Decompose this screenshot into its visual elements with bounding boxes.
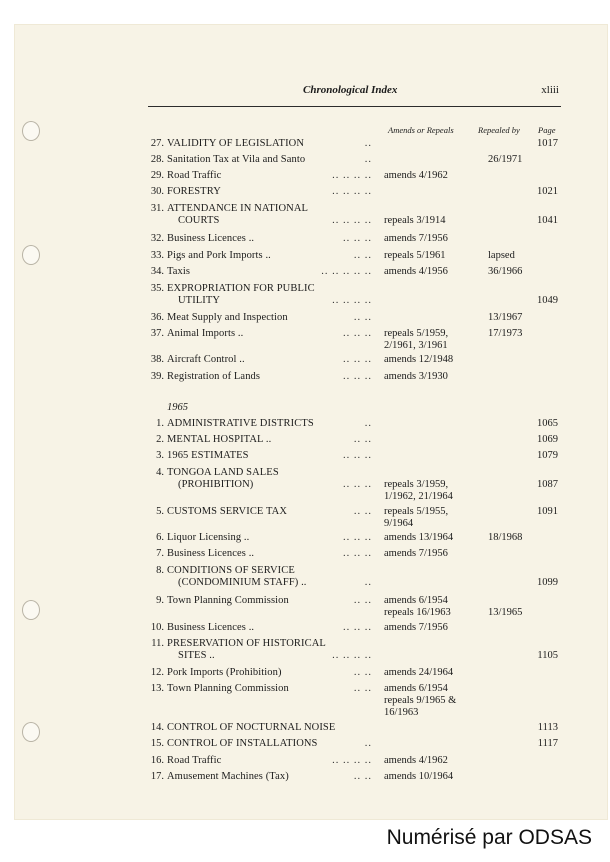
entry-number: 1.	[156, 418, 164, 429]
amends-or-repeals: amends 12/1948	[384, 354, 454, 365]
entry-title-continued: (PROHIBITION)	[178, 479, 254, 490]
leader-dots: .. .. .. ..	[332, 295, 372, 306]
leader-dots: ..	[364, 738, 372, 749]
entry-title: Aircraft Control ..	[167, 354, 245, 365]
entry-title: Pigs and Pork Imports ..	[167, 250, 271, 261]
entry-title: TONGOA LAND SALES	[167, 467, 279, 478]
amends-or-repeals: amends 7/1956	[384, 233, 448, 244]
page-number: 1105	[537, 650, 558, 661]
entry-number: 27.	[150, 138, 164, 149]
amends-or-repeals-continued: repeals 16/1963	[384, 607, 451, 618]
entry-title-continued: UTILITY	[178, 295, 221, 306]
entry-title: CUSTOMS SERVICE TAX	[167, 506, 288, 517]
leader-dots: .. .. ..	[343, 548, 372, 559]
entry-title: Pork Imports (Prohibition)	[167, 667, 282, 678]
entry-title: Town Planning Commission	[167, 683, 289, 694]
leader-dots: .. ..	[353, 506, 372, 517]
amends-or-repeals: amends 7/1956	[384, 548, 448, 559]
amends-or-repeals-continued: repeals 9/1965 &	[384, 695, 457, 706]
entry-title: CONTROL OF INSTALLATIONS	[167, 738, 318, 749]
entry-number: 8.	[156, 565, 164, 576]
entry-number: 13.	[150, 683, 164, 694]
entry-title: Liquor Licensing ..	[167, 532, 250, 543]
amends-or-repeals: amends 4/1962	[384, 170, 448, 181]
leader-dots: ..	[364, 138, 372, 149]
binder-hole	[22, 121, 40, 141]
amends-or-repeals: amends 10/1964	[384, 771, 454, 782]
amends-or-repeals: amends 6/1954	[384, 683, 448, 694]
entry-number: 3.	[156, 450, 164, 461]
leader-dots: ..	[364, 577, 372, 588]
entry-number: 34.	[150, 266, 164, 277]
page-number: 1041	[537, 215, 558, 226]
repealed-by: 13/1967	[488, 312, 523, 323]
amends-or-repeals: amends 3/1930	[384, 371, 448, 382]
binder-hole	[22, 722, 40, 742]
page-number: 1117	[537, 738, 558, 749]
leader-dots: .. .. ..	[343, 532, 372, 543]
leader-dots: .. .. ..	[343, 622, 372, 633]
amends-or-repeals: amends 6/1954	[384, 595, 448, 606]
amends-or-repeals-continued: 2/1961, 3/1961	[384, 340, 448, 351]
entry-number: 7.	[156, 548, 164, 559]
entry-title: CONDITIONS OF SERVICE	[167, 565, 295, 576]
leader-dots: .. .. .. ..	[332, 215, 372, 226]
entry-number: 14.	[150, 722, 164, 733]
page-header	[148, 82, 561, 107]
entry-number: 32.	[150, 233, 164, 244]
leader-dots: .. .. ..	[343, 328, 372, 339]
leader-dots: .. .. .. .. ..	[321, 266, 372, 277]
repealed-by: 36/1966	[488, 266, 523, 277]
leader-dots: .. ..	[353, 667, 372, 678]
leader-dots: .. .. ..	[343, 233, 372, 244]
entry-title: Business Licences ..	[167, 622, 255, 633]
leader-dots: .. ..	[353, 683, 372, 694]
repealed-by: 26/1971	[488, 154, 523, 165]
amends-or-repeals-continued: 16/1963	[384, 707, 419, 718]
entry-title: Meat Supply and Inspection	[167, 312, 288, 323]
entry-title: ATTENDANCE IN NATIONAL	[167, 203, 309, 214]
page-number: 1021	[537, 186, 558, 197]
leader-dots: .. .. .. ..	[332, 170, 372, 181]
entry-number: 11.	[151, 638, 164, 649]
entry-title: VALIDITY OF LEGISLATION	[167, 138, 305, 149]
leader-dots: .. .. ..	[343, 354, 372, 365]
entry-number: 33.	[150, 250, 164, 261]
amends-or-repeals: repeals 5/1955,	[384, 506, 449, 517]
entry-number: 17.	[150, 771, 164, 782]
page-number: 1049	[537, 295, 558, 306]
amends-or-repeals-continued: 1/1962, 21/1964	[384, 491, 453, 502]
leader-dots: .. ..	[353, 771, 372, 782]
entry-title-continued: (CONDOMINIUM STAFF) ..	[178, 577, 307, 588]
year-heading: 1965	[167, 402, 188, 413]
entry-number: 2.	[156, 434, 164, 445]
amends-or-repeals-continued: 9/1964	[384, 518, 414, 529]
entry-title: Business Licences ..	[167, 548, 255, 559]
leader-dots: .. .. ..	[343, 450, 372, 461]
entry-title: FORESTRY	[167, 186, 221, 197]
entry-title: Road Traffic	[167, 170, 222, 181]
entry-title: Sanitation Tax at Vila and Santo	[167, 154, 306, 165]
amends-or-repeals: amends 13/1964	[384, 532, 454, 543]
entry-title: Road Traffic	[167, 755, 222, 766]
entry-number: 39.	[150, 371, 164, 382]
entry-title: 1965 ESTIMATES	[167, 450, 249, 461]
entry-number: 6.	[156, 532, 164, 543]
entry-number: 10.	[150, 622, 164, 633]
entry-title-continued: COURTS	[178, 215, 220, 226]
page-number: 1079	[537, 450, 558, 461]
entry-number: 15.	[150, 738, 164, 749]
page-number: 1017	[537, 138, 558, 149]
column-header-amends: Amends or Repeals	[388, 125, 454, 135]
amends-or-repeals: amends 4/1962	[384, 755, 448, 766]
amends-or-repeals: amends 24/1964	[384, 667, 454, 678]
page-number: 1087	[537, 479, 558, 490]
leader-dots: .. .. .. ..	[332, 186, 372, 197]
entry-title: Taxis	[167, 266, 191, 277]
leader-dots: .. ..	[353, 434, 372, 445]
binder-hole	[22, 600, 40, 620]
page-number: 1091	[537, 506, 558, 517]
entry-title-continued: SITES ..	[178, 650, 215, 661]
entry-number: 16.	[150, 755, 164, 766]
entry-title: PRESERVATION OF HISTORICAL	[167, 638, 326, 649]
repealed-by: 18/1968	[488, 532, 523, 543]
page-number: 1113	[537, 722, 558, 733]
amends-or-repeals: repeals 5/1959,	[384, 328, 449, 339]
entry-number: 9.	[156, 595, 164, 606]
entry-title: ADMINISTRATIVE DISTRICTS	[167, 418, 314, 429]
entry-number: 30.	[150, 186, 164, 197]
leader-dots: .. .. .. ..	[332, 650, 372, 661]
repealed-by-continued: 13/1965	[488, 607, 523, 618]
page-number: 1069	[537, 434, 558, 445]
entry-title: EXPROPRIATION FOR PUBLIC	[167, 283, 315, 294]
entry-number: 29.	[150, 170, 164, 181]
leader-dots: ..	[364, 418, 372, 429]
entry-number: 38.	[150, 354, 164, 365]
entry-title: Amusement Machines (Tax)	[167, 771, 289, 782]
amends-or-repeals: repeals 3/1914	[384, 215, 446, 226]
entry-title: CONTROL OF NOCTURNAL NOISE	[167, 722, 336, 733]
entry-title: Business Licences ..	[167, 233, 255, 244]
page-number: 1065	[537, 418, 558, 429]
header-title: Chronological Index	[303, 84, 398, 96]
page-number: 1099	[537, 577, 558, 588]
entry-number: 12.	[150, 667, 164, 678]
entry-title: MENTAL HOSPITAL ..	[167, 434, 272, 445]
entry-title: Animal Imports ..	[167, 328, 244, 339]
entry-number: 28.	[150, 154, 164, 165]
entry-number: 35.	[150, 283, 164, 294]
column-header-repealed-by: Repealed by	[478, 125, 520, 135]
leader-dots: .. ..	[353, 312, 372, 323]
entry-number: 5.	[156, 506, 164, 517]
amends-or-repeals: amends 4/1956	[384, 266, 448, 277]
amends-or-repeals: repeals 3/1959,	[384, 479, 449, 490]
repealed-by: 17/1973	[488, 328, 523, 339]
leader-dots: .. .. .. ..	[332, 755, 372, 766]
leader-dots: ..	[364, 154, 372, 165]
header-page-number: xliii	[541, 84, 559, 96]
column-header-page: Page	[538, 125, 556, 135]
leader-dots: .. .. ..	[343, 371, 372, 382]
leader-dots: .. ..	[353, 250, 372, 261]
amends-or-repeals: repeals 5/1961	[384, 250, 446, 261]
entry-number: 31.	[150, 203, 164, 214]
binder-hole	[22, 245, 40, 265]
amends-or-repeals: amends 7/1956	[384, 622, 448, 633]
repealed-by: lapsed	[488, 250, 515, 261]
entry-number: 4.	[156, 467, 164, 478]
entry-number: 37.	[150, 328, 164, 339]
leader-dots: .. ..	[353, 595, 372, 606]
digitization-credit: Numérisé par ODSAS	[386, 826, 592, 849]
entry-title: Town Planning Commission	[167, 595, 289, 606]
leader-dots: .. .. ..	[343, 479, 372, 490]
entry-number: 36.	[150, 312, 164, 323]
entry-title: Registration of Lands	[167, 371, 261, 382]
